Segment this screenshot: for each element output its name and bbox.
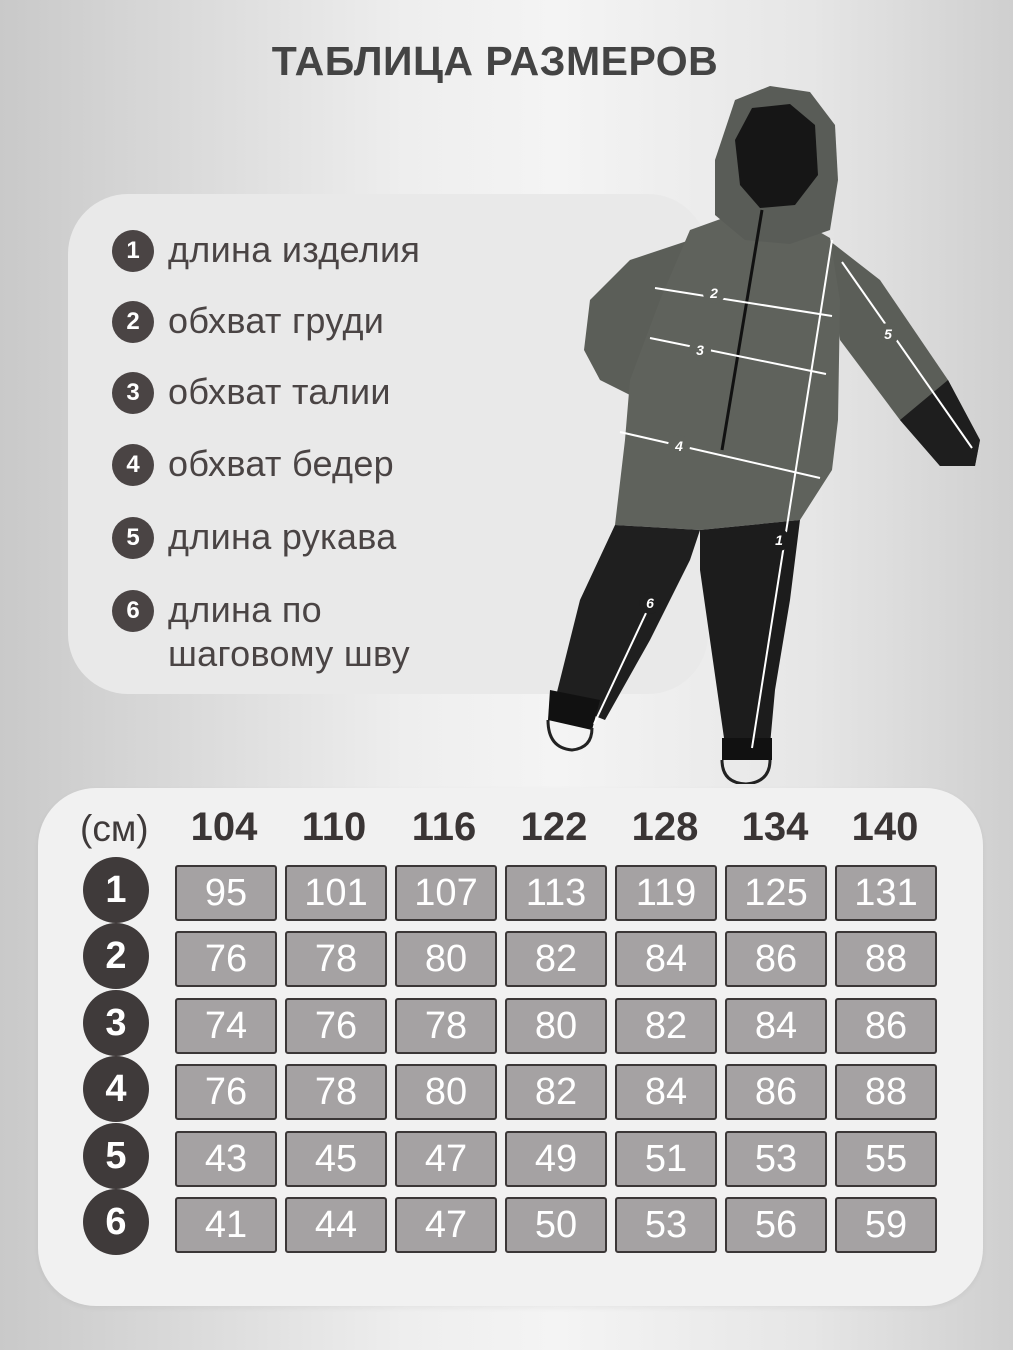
table-cell: 45 — [285, 1131, 387, 1187]
table-cell: 84 — [725, 998, 827, 1054]
table-cell: 82 — [505, 1064, 607, 1120]
legend-text: обхват бедер — [168, 443, 394, 484]
marker-label: 1 — [775, 532, 783, 548]
row-number-badge: 6 — [83, 1189, 149, 1255]
table-cell: 82 — [505, 931, 607, 987]
size-column-header: 134 — [741, 805, 809, 849]
marker-label: 3 — [696, 342, 704, 358]
legend-number-badge: 1 — [112, 230, 154, 272]
size-column-header: 140 — [851, 805, 919, 849]
table-cell: 76 — [175, 1064, 277, 1120]
table-cell: 78 — [285, 1064, 387, 1120]
row-number-badge: 3 — [83, 990, 149, 1056]
marker-label: 5 — [884, 326, 892, 342]
left-leg — [555, 525, 700, 720]
table-cell: 49 — [505, 1131, 607, 1187]
table-cell: 86 — [835, 998, 937, 1054]
legend-text: обхват груди — [168, 300, 385, 341]
table-cell: 47 — [395, 1197, 497, 1253]
marker-label: 4 — [675, 438, 683, 454]
table-cell: 76 — [175, 931, 277, 987]
table-cell: 41 — [175, 1197, 277, 1253]
table-cell: 80 — [505, 998, 607, 1054]
size-column-header: 122 — [520, 805, 588, 849]
table-cell: 107 — [395, 865, 497, 921]
legend-text: длина рукава — [168, 516, 397, 557]
page-title: ТАБЛИЦА РАЗМЕРОВ — [271, 38, 719, 84]
table-cell: 78 — [395, 998, 497, 1054]
table-cell: 51 — [615, 1131, 717, 1187]
table-cell: 86 — [725, 1064, 827, 1120]
size-column-header: 104 — [190, 805, 258, 849]
row-number-badge: 5 — [83, 1123, 149, 1189]
marker-label: 6 — [646, 595, 654, 611]
size-column-header: 116 — [411, 805, 477, 849]
table-cell: 80 — [395, 931, 497, 987]
table-cell: 113 — [505, 865, 607, 921]
legend-item — [112, 228, 488, 272]
legend-number-badge: 5 — [112, 517, 154, 559]
row-number-badge: 2 — [83, 923, 149, 989]
table-cell: 131 — [835, 865, 937, 921]
legend-number-badge: 6 — [112, 590, 154, 632]
size-column-header: 128 — [631, 805, 699, 849]
legend-text: длина изделия — [168, 229, 421, 270]
size-column-header: 110 — [301, 805, 367, 849]
legend-item — [112, 442, 488, 486]
table-cell: 55 — [835, 1131, 937, 1187]
legend-item — [112, 299, 488, 343]
table-cell: 74 — [175, 998, 277, 1054]
right-stirrup — [722, 760, 770, 784]
legend-text: длина по шаговому шву — [168, 589, 410, 674]
table-cell: 53 — [725, 1131, 827, 1187]
table-cell: 95 — [175, 865, 277, 921]
legend-number-badge: 3 — [112, 372, 154, 414]
legend-item — [112, 515, 488, 559]
legend-item — [112, 588, 488, 676]
table-cell: 78 — [285, 931, 387, 987]
table-cell: 43 — [175, 1131, 277, 1187]
table-cell: 59 — [835, 1197, 937, 1253]
marker-label: 2 — [710, 285, 718, 301]
table-cell: 50 — [505, 1197, 607, 1253]
legend-text: обхват талии — [168, 371, 391, 412]
table-cell: 76 — [285, 998, 387, 1054]
table-cell: 101 — [285, 865, 387, 921]
legend-number-badge: 4 — [112, 444, 154, 486]
right-leg-cuff — [722, 738, 772, 760]
row-number-badge: 4 — [83, 1056, 149, 1122]
legend-item — [112, 370, 488, 414]
table-cell: 44 — [285, 1197, 387, 1253]
table-cell: 88 — [835, 1064, 937, 1120]
table-cell: 56 — [725, 1197, 827, 1253]
table-cell: 119 — [615, 865, 717, 921]
table-cell: 84 — [615, 931, 717, 987]
table-cell: 82 — [615, 998, 717, 1054]
jumpsuit-illustration — [540, 84, 1000, 784]
table-cell: 80 — [395, 1064, 497, 1120]
table-cell: 125 — [725, 865, 827, 921]
table-cell: 47 — [395, 1131, 497, 1187]
row-number-badge: 1 — [83, 857, 149, 923]
unit-label: (см) — [80, 808, 149, 849]
table-cell: 84 — [615, 1064, 717, 1120]
legend-number-badge: 2 — [112, 301, 154, 343]
table-cell: 86 — [725, 931, 827, 987]
right-leg — [700, 520, 800, 745]
table-cell: 88 — [835, 931, 937, 987]
table-cell: 53 — [615, 1197, 717, 1253]
